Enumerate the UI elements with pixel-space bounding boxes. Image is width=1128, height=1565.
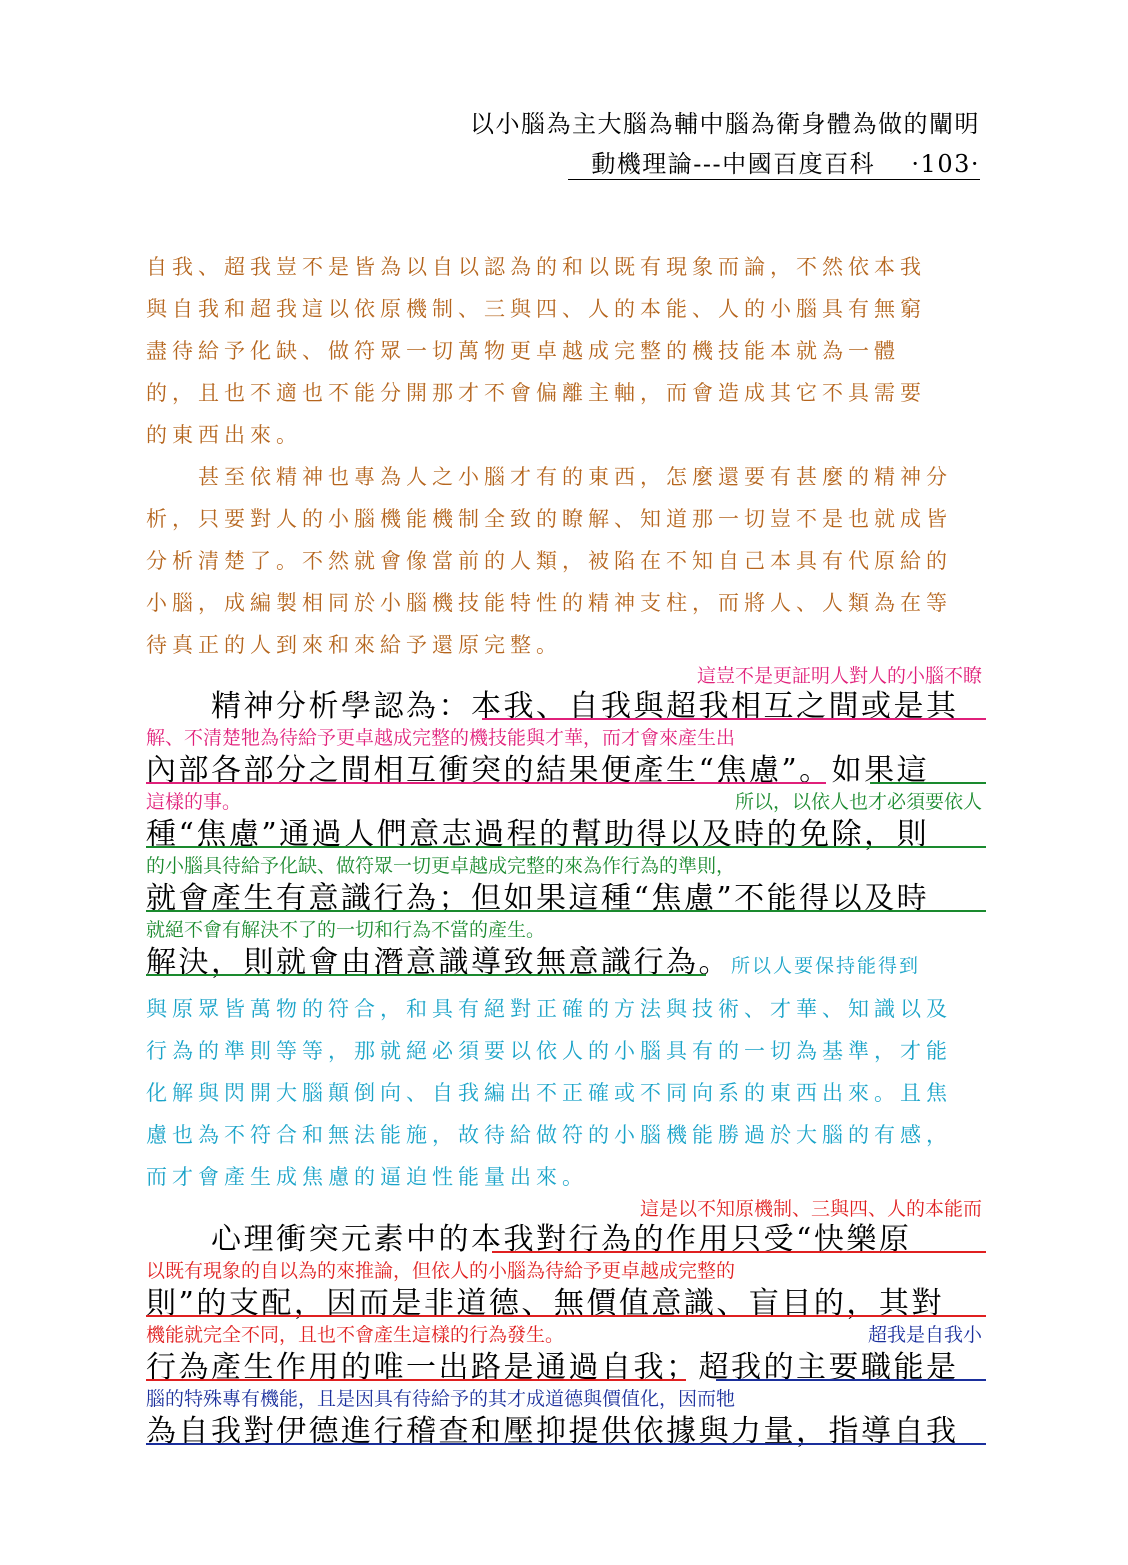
annotation-note: 這是以不知原機制、三與四、人的本能而 — [639, 1198, 982, 1220]
underline — [146, 782, 826, 784]
para1-line-3: 盡待給予化缺、做符眾一切萬物更卓越成完整的機技能本就為一體 — [146, 339, 900, 363]
annotation-note: 這豈不是更証明人對人的小腦不瞭 — [696, 665, 982, 687]
quoted-text-line: 行為產生作用的唯一出路是通過自我；超我的主要職能是 — [146, 1350, 959, 1385]
annotation-note: 解、不清楚牠為待給予更卓越成完整的機技能與才華，而才會來產生出 — [146, 727, 736, 749]
underline — [482, 718, 986, 720]
para2-line-4: 小腦，成編製相同於小腦機技能特性的精神支柱，而將人、人類為在等 — [146, 591, 952, 615]
annotation-note: 以既有現象的自以為的來推論，但依人的小腦為待給予更卓越成完整的 — [146, 1260, 736, 1282]
para3-line-4: 慮也為不符合和無法能施，故待給做符的小腦機能勝過於大腦的有感， — [146, 1123, 952, 1147]
quoted-text-line: 種“焦慮”通過人們意志過程的幫助得以及時的免除，則 — [146, 817, 930, 852]
para2-line-5: 待真正的人到來和來給予還原完整。 — [146, 633, 562, 657]
header-title: 以小腦為主大腦為輔中腦為衛身體為做的闡明 — [470, 110, 980, 138]
header-rule — [568, 179, 980, 180]
quoted-text-line: 則”的支配，因而是非道德、無價值意識、盲目的，其對 — [146, 1286, 944, 1321]
header-subtitle-line — [591, 144, 980, 179]
para2-line-3: 分析清楚了。不然就會像當前的人類，被陷在不知自己本具有代原給的 — [146, 549, 952, 573]
underline — [492, 1251, 986, 1253]
underline — [716, 1379, 986, 1381]
quoted-text-line: 就會產生有意識行為；但如果這種“焦慮”不能得以及時 — [146, 881, 930, 916]
para2-line-1: 甚至依精神也專為人之小腦才有的東西，怎麼還要有甚麼的精神分 — [146, 465, 952, 489]
underline — [870, 782, 986, 784]
quoted-text-line: 為自我對伊德進行稽查和壓抑提供依據與力量，指導自我 — [146, 1414, 959, 1449]
quoted-text-line: 心理衝突元素中的本我對行為的作用只受“快樂原 — [146, 1222, 912, 1257]
para3-line-5: 而才會產生成焦慮的逼迫性能量出來。 — [146, 1165, 588, 1189]
para3-line-3: 化解與閃開大腦顛倒向、自我編出不正確或不同向系的東西出來。且焦 — [146, 1081, 952, 1105]
annotation-note: 這樣的事。 — [146, 791, 242, 813]
para1-line-5: 的東西出來。 — [146, 423, 302, 447]
para3-line-1: 與原眾皆萬物的符合，和具有絕對正確的方法與技術、才華、知識以及 — [146, 997, 952, 1021]
page-number: ·103· — [911, 150, 980, 178]
quoted-text: 解決，則就會由潛意識導致無意識行為 — [146, 945, 699, 980]
annotation-note: 的小腦具待給予化缺、做符眾一切更卓越成完整的來為作行為的準則， — [146, 855, 736, 877]
annotation-note: 就絕不會有解決不了的一切和行為不當的產生。 — [146, 919, 546, 941]
inline-annotation: 所以人要保持能得到 — [731, 955, 921, 977]
para1-line-4: 的，且也不適也不能分開那才不會偏離主軸，而會造成其它不具需要 — [146, 381, 926, 405]
underline — [146, 974, 706, 976]
annotation-note: 所以，以依人也才必須要依人 — [734, 791, 982, 813]
underline — [146, 1315, 986, 1317]
underline — [146, 846, 986, 848]
underline — [146, 1443, 986, 1445]
para3-line-2: 行為的準則等等，那就絕必須要以依人的小腦具有的一切為基準，才能 — [146, 1039, 952, 1063]
quoted-text-line: 精神分析學認為：本我、自我與超我相互之間或是其 — [146, 689, 959, 724]
annotation-note: 機能就完全不同，且也不會產生這樣的行為發生。 — [146, 1324, 565, 1346]
annotation-note: 超我是自我小 — [867, 1324, 982, 1346]
para1-line-1: 自我、超我豈不是皆為以自以認為的和以既有現象而論，不然依本我 — [146, 255, 926, 279]
underline — [146, 910, 986, 912]
annotation-note: 腦的特殊專有機能，且是因具有待給予的其才成道德與價值化，因而牠 — [146, 1388, 736, 1410]
quoted-text-end: 。 — [698, 945, 731, 980]
quoted-text-line: 內部各部分之間相互衝突的結果便產生“焦慮”。如果這 — [146, 753, 930, 788]
para1-line-2: 與自我和超我這以依原機制、三與四、人的本能、人的小腦具有無窮 — [146, 297, 926, 321]
underline — [146, 1379, 686, 1381]
para2-line-2: 析，只要對人的小腦機能機制全致的瞭解、知道那一切豈不是也就成皆 — [146, 507, 952, 531]
header-subtitle: 動機理論---中國百度百科 — [591, 150, 876, 178]
